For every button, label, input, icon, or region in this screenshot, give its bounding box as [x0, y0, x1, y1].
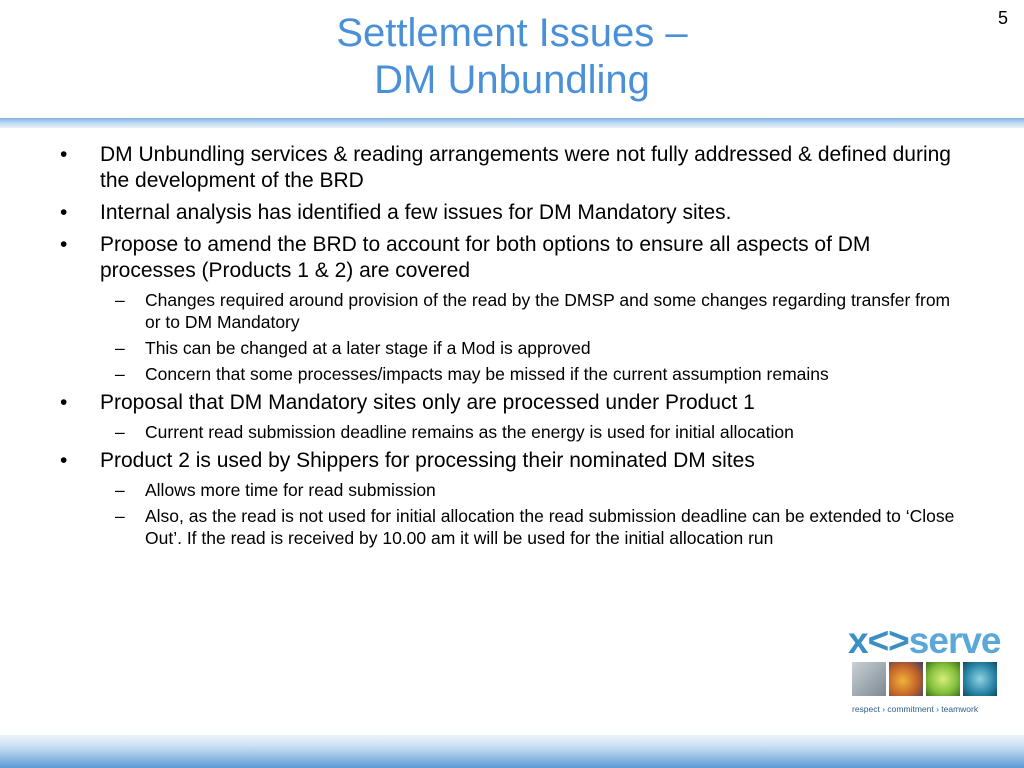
sub-bullet-text: Also, as the read is not used for initial allocation the read submission deadline can be extended to ‘Close Out’. If the read is received by 10.00 am it will be used for the initial allocation run [145, 506, 955, 548]
footer-band [0, 735, 1024, 768]
leaf-tile-icon [926, 662, 960, 696]
sub-bullet-text: Concern that some processes/impacts may be missed if the current assumption remains [145, 364, 829, 384]
sub-bullet-item [60, 421, 965, 443]
bullet-text: Proposal that DM Mandatory sites only are processed under Product 1 [100, 391, 755, 414]
page-number: 5 [997, 8, 1008, 28]
bullet-list [60, 142, 965, 554]
sub-bullet-text: This can be changed at a later stage if a Mod is approved [145, 338, 591, 358]
logo-wordmark [848, 622, 1001, 660]
sub-bullet-text: Allows more time for read submission [145, 480, 436, 500]
title-line-2: DM Unbundling [374, 58, 650, 102]
sub-bullet-text: Changes required around provision of the read by the DMSP and some changes regarding transfer from or to DM Mandatory [145, 290, 951, 332]
sub-bullet-text: Current read submission deadline remains as the energy is used for initial allocation [145, 422, 794, 442]
sub-bullet-marker: – [115, 290, 125, 310]
bullet-marker: • [60, 143, 68, 166]
sub-bullet-marker: – [115, 422, 125, 442]
sub-bullet-marker: – [115, 506, 125, 526]
logo-tagline: respect › commitment › teamwork [852, 704, 979, 714]
bullet-item [60, 200, 965, 226]
bullet-marker: • [60, 391, 68, 414]
sub-bullet-item [60, 505, 965, 549]
sub-bullet-item [60, 289, 965, 333]
bullet-text: Propose to amend the BRD to account for both options to ensure all aspects of DM processes (Products 1 & 2) are covered [100, 233, 871, 282]
bullet-marker: • [60, 201, 68, 224]
bullet-item [60, 142, 965, 194]
keyboard-tile-icon [852, 662, 886, 696]
title-divider [0, 118, 1024, 128]
bullet-text: Internal analysis has identified a few issues for DM Mandatory sites. [100, 201, 732, 224]
logo-word-x: x<> [848, 620, 909, 661]
sub-bullet-item [60, 337, 965, 359]
logo-word-serve: serve [908, 620, 1001, 661]
title-line-1: Settlement Issues – [336, 11, 688, 55]
bullet-item [60, 390, 965, 416]
sub-bullet-item [60, 479, 965, 501]
bullet-marker: • [60, 449, 68, 472]
network-tile-icon [963, 662, 997, 696]
bullet-item [60, 232, 965, 284]
sub-bullet-marker: – [115, 480, 125, 500]
bullet-text: Product 2 is used by Shippers for processing their nominated DM sites [100, 449, 755, 472]
gas-flame-tile-icon [889, 662, 923, 696]
sub-bullet-marker: – [115, 338, 125, 358]
logo-image-tiles [852, 662, 1000, 696]
bullet-marker: • [60, 233, 68, 256]
xoserve-logo [848, 622, 1004, 718]
bullet-text: DM Unbundling services & reading arrangements were not fully addressed & defined during the development of the BRD [100, 143, 951, 192]
sub-bullet-marker: – [115, 364, 125, 384]
bullet-item [60, 448, 965, 474]
sub-bullet-item [60, 363, 965, 385]
slide-title [0, 10, 1024, 104]
